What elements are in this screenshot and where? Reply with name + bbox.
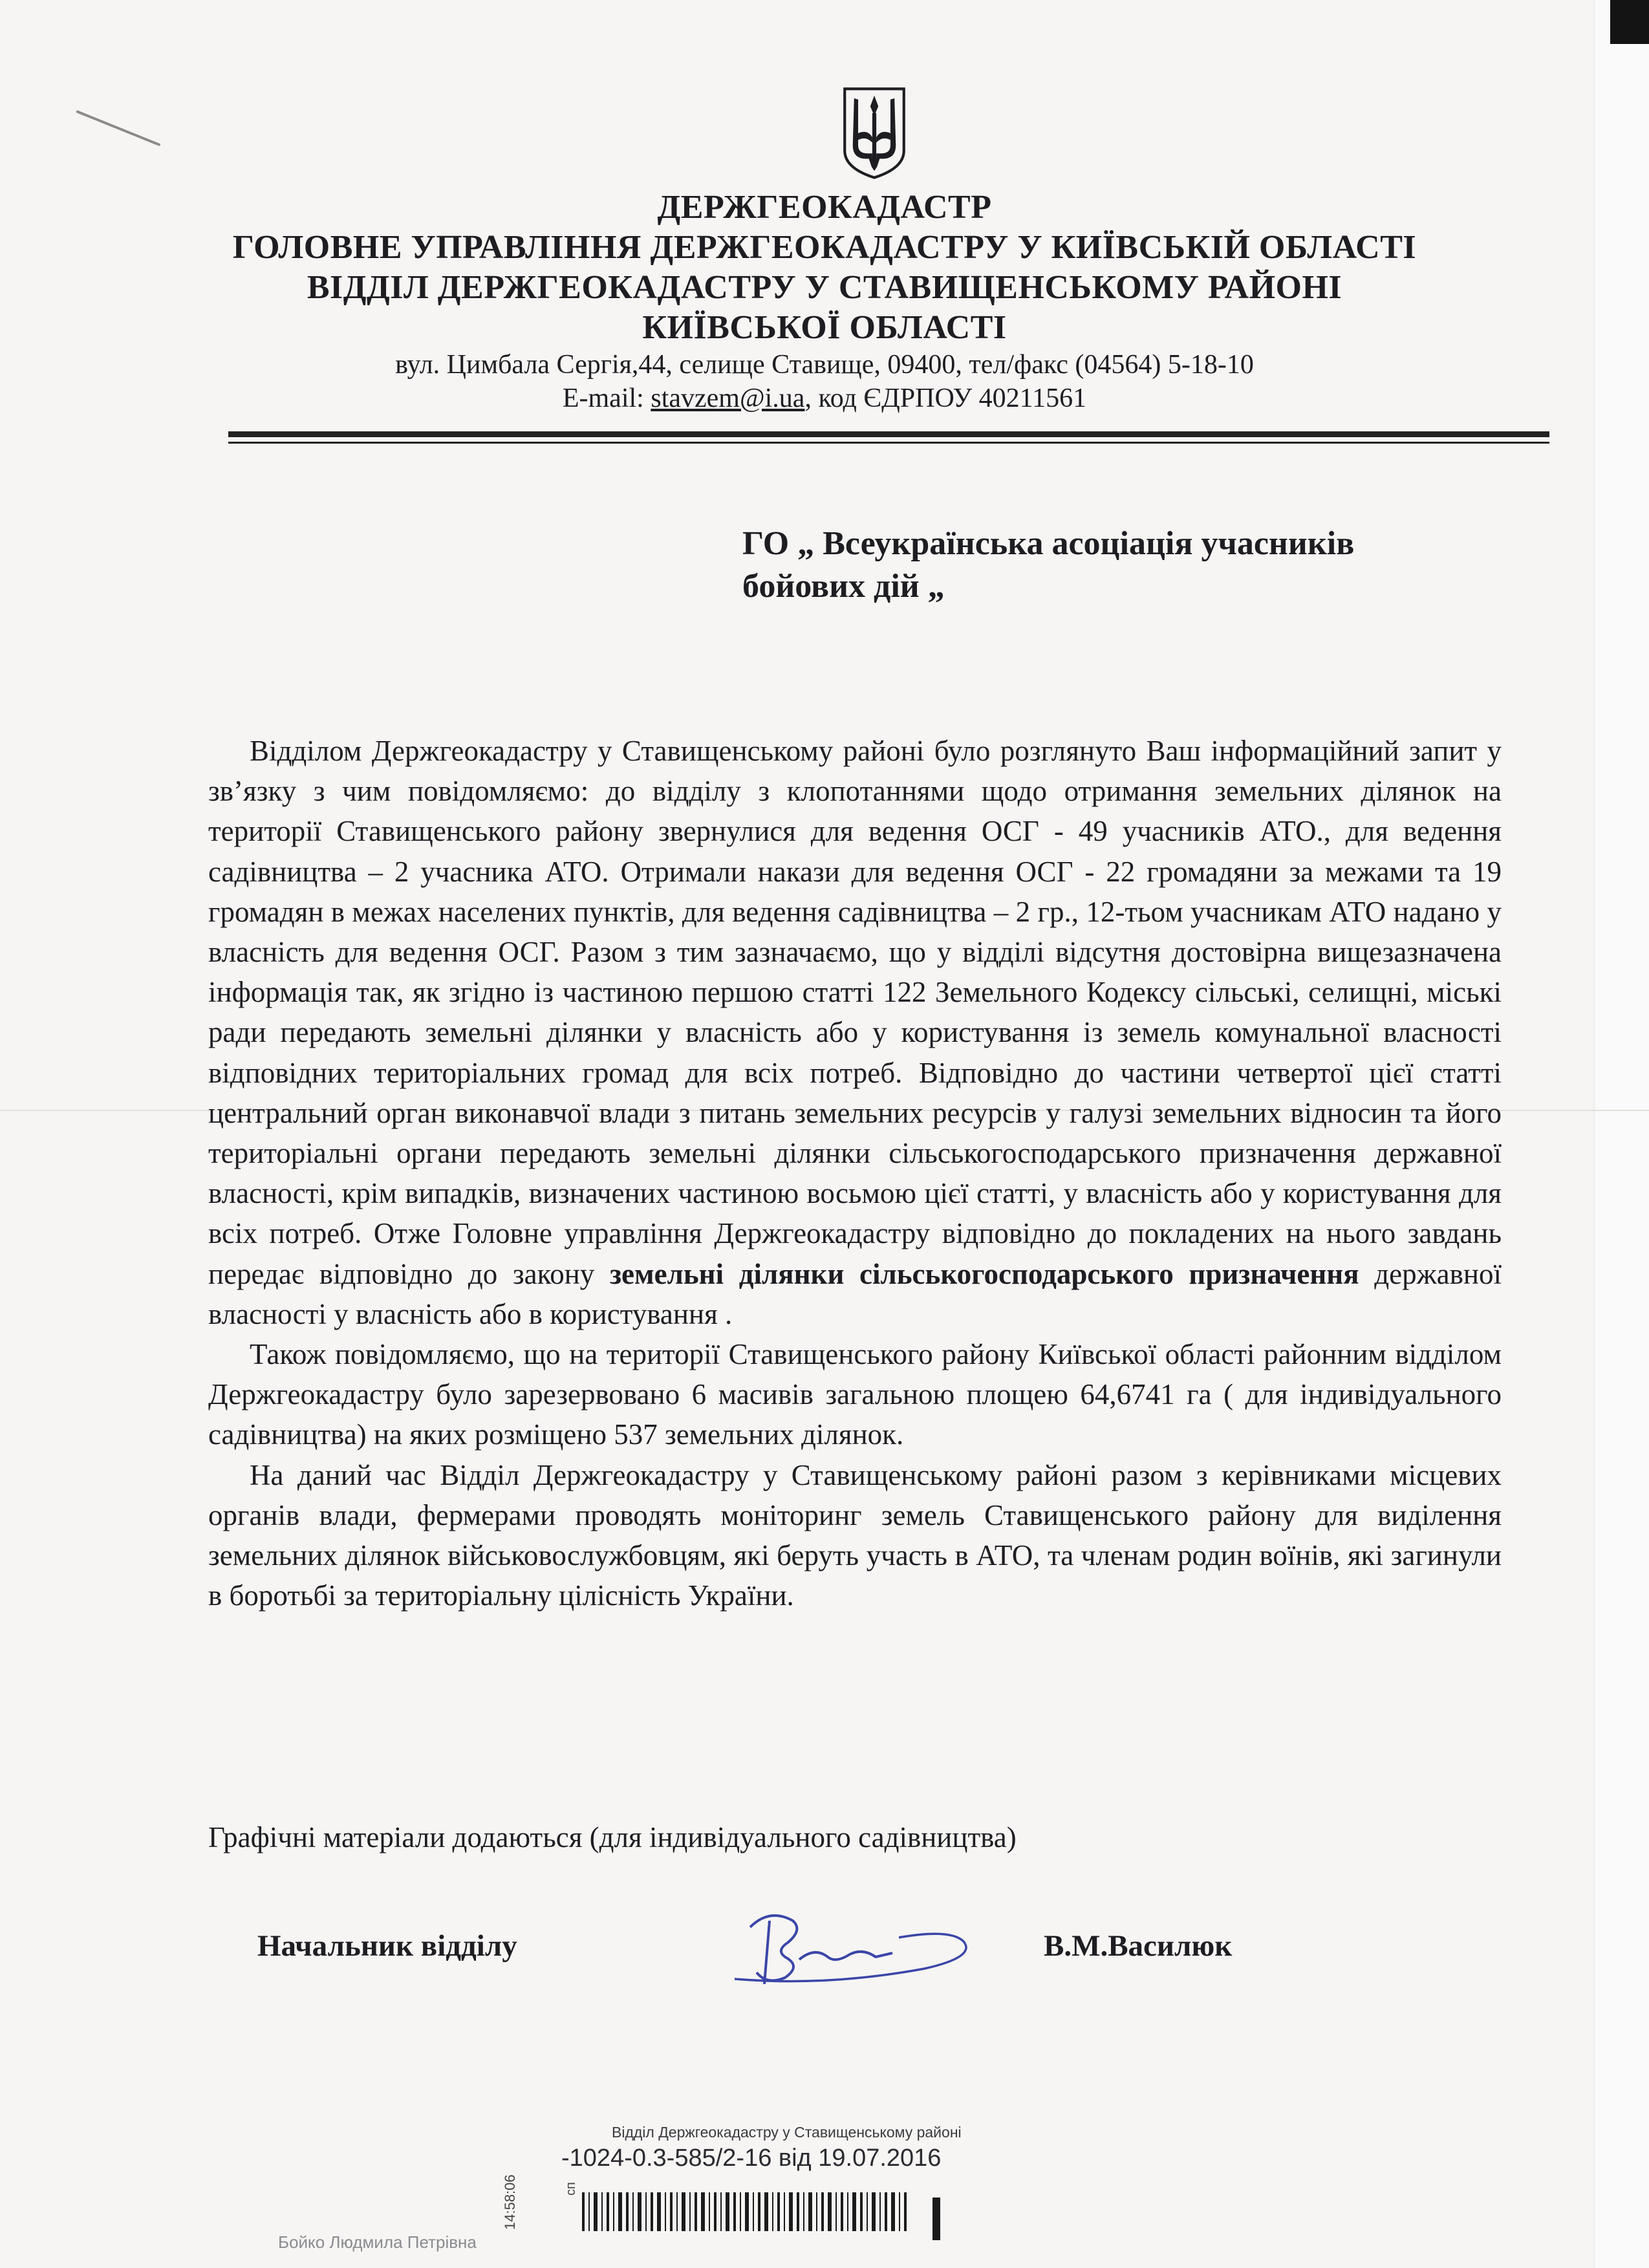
registration-code-small: сп <box>564 2182 578 2196</box>
scan-right-edge <box>1594 0 1649 2268</box>
registration-office: Відділ Держгеокадастру у Ставищенському районі <box>612 2124 962 2141</box>
body-paragraph-1 <box>208 731 1502 1334</box>
letterhead-rule-thin <box>228 442 1549 444</box>
agency-name: ДЕРЖГЕОКАДАСТР <box>657 189 992 226</box>
attachment-note: Графічні матеріали додаються (для індивідуального садівництва) <box>208 1821 1017 1853</box>
paragraph-1-ending: державної власності у власність або в користування . <box>208 1257 1502 1330</box>
executor-name: Бойко Людмила Петрівна <box>278 2232 477 2252</box>
main-department-name: ГОЛОВНЕ УПРАВЛІННЯ ДЕРЖГЕОКАДАСТРУ У КИЇВСЬКІЙ ОБЛАСТІ <box>232 229 1417 266</box>
barcode-end-mark <box>932 2198 940 2240</box>
district-office-name: ВІДДІЛ ДЕРЖГЕОКАДАСТРУ У СТАВИЩЕНСЬКОМУ РАЙОНІ <box>307 269 1342 306</box>
letterhead <box>194 188 1455 415</box>
recipient-block <box>742 523 1486 608</box>
postal-address: вул. Цимбала Сергія,44, селище Ставище, 09400, тел/факс (04564) 5-18-10 <box>395 350 1254 380</box>
letterhead-rule-thick <box>228 431 1549 437</box>
letter-body <box>208 731 1502 1615</box>
registration-number: -1024-0.3-585/2-16 від 19.07.2016 <box>561 2144 942 2172</box>
signatory-name: В.М.Василюк <box>1044 1929 1233 1963</box>
registry-code: , код ЄДРПОУ 40211561 <box>804 383 1087 413</box>
trident-coat-of-arms-icon <box>841 85 908 181</box>
paragraph-1-text: Відділом Держгеокадастру у Ставищенському районі було розглянуто Ваш інформаційний запит у зв’язку з чим повідомляємо: до відділу з клопотаннями щодо отримання земельних ділянок на території Ставищенського району звернулися для ведення ОСГ - 49 учасників АТО., для ведення садівництва – 2 учасника АТО. Отримали накази для ведення ОСГ - 22 громадяни за межами та 19 громадян в межах населених пунктів, для ведення садівництва – 2 гр., 12-тьом учасникам АТО надано у власність для ведення ОСГ. Разом з тим зазначаємо, що у відділі відсутня достовірна вищезазначена інформація так, як згідно із частиною першою статті 122 Земельного Кодексу сільські, селищні, міські ради передають земельні ділянки у власність або у користування із земель комунальної власності відповідних територіальних громад для всіх потреб. Відповідно до частини четвертої цієї статті центральний орган виконавчої влади з питань земельних ресурсів у галузі земельних відносин та його територіальні органи передають земельні ділянки сільськогосподарського призначення державної власності, крім випадків, визначених частиною восьмою цієї статті, у власність або у користування для всіх потреб. Отже Головне управління Держгеокадастру відповідно до покладених на нього завдань передає відповідно до закону <box>208 735 1502 1290</box>
registration-time: 14:58:06 <box>502 2174 518 2230</box>
contact-line <box>194 382 1455 415</box>
barcode-icon <box>582 2186 944 2238</box>
signatory-position: Начальник відділу <box>257 1929 517 1963</box>
handwritten-signature-icon <box>731 1901 983 1992</box>
region-name: КИЇВСЬКОЇ ОБЛАСТІ <box>642 309 1007 346</box>
scan-dark-corner <box>1610 0 1649 44</box>
body-paragraph-2: Також повідомляємо, що на території Ставищенського району Київської області районним відділом Держгеокадастру було зарезервовано 6 масивів загальною площею 64,6741 га ( для індивідуального садівництва) на яких розміщено 537 земельних ділянок. <box>208 1338 1502 1451</box>
recipient-line-2: бойових дій „ <box>742 568 945 605</box>
paragraph-1-emphasis: земельні ділянки сільськогосподарського призначення <box>609 1257 1359 1290</box>
staple-mark <box>76 110 160 146</box>
body-paragraph-3: На даний час Відділ Держгеокадастру у Ставищенському районі разом з керівниками місцевих органів влади, фермерами проводять моніторинг земель Ставищенського району для виділення земельних ділянок військовослужбовцям, які беруть участь в АТО, та членам родин воїнів, які загинули в боротьбі за територіальну цілісність України. <box>208 1458 1502 1612</box>
recipient-line-1: ГО „ Всеукраїнська асоціація учасників <box>742 525 1355 562</box>
email-link[interactable]: stavzem@i.ua <box>651 383 805 413</box>
email-label: E-mail: <box>562 383 651 413</box>
